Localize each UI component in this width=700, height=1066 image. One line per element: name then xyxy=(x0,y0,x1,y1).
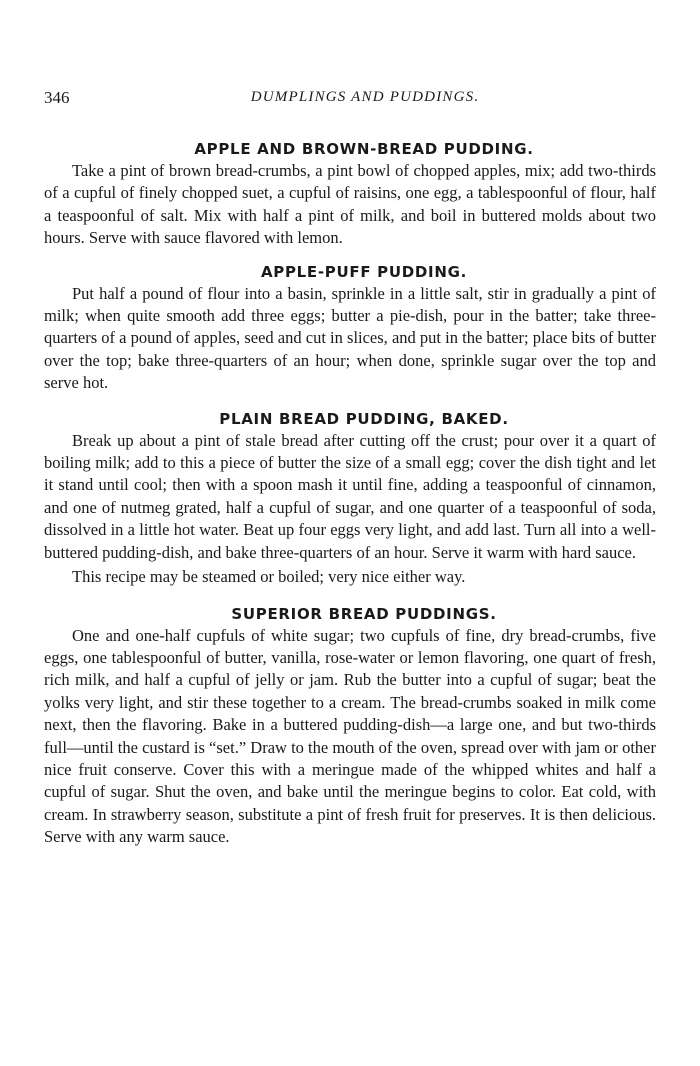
running-head xyxy=(44,88,656,112)
recipe-note: This recipe may be steamed or boiled; very nice either way. xyxy=(72,567,466,587)
recipe-paragraph: Put half a pound of flour into a basin, sprinkle in a little salt, stir in gradually a pint of milk; when quite smooth add three eggs; butter a pie-dish, pour in the batter; take three-quarters of a pound of apples, seed and cut in slices, and put in the batter; place bits of butter over the top; bake three-quarters of an hour; when done, sprinkle sugar over the top and serve hot. xyxy=(44,283,656,393)
page-number: 346 xyxy=(44,88,70,107)
recipe-title: APPLE AND BROWN-BREAD PUDDING. xyxy=(194,140,534,158)
recipe-title: PLAIN BREAD PUDDING, BAKED. xyxy=(219,409,509,428)
recipe-paragraph: One and one-half cupfuls of white sugar; two cupfuls of fine, dry bread-crumbs, five eggs, one tablespoonful of butter, vanilla, rose-water or lemon flavoring, one quart of fresh, rich milk, and half a cupful of jelly or jam. Rub the butter into a cupful of sugar; beat the yolks very light, and stir these together to a cream. The bread-crumbs soaked in milk come next, then the flavoring. Bake in a buttered pudding-dish—a large one, and but two-thirds full—until the custard is “set.” Draw to the mouth of the oven, spread over with jam or other nice fruit conserve. Cover this with a meringue made of the whipped whites and half a cupful of sugar. Shut the oven, and bake until the meringue begins to color. Eat cold, with cream. In strawberry season, substitute a pint of fresh fruit for preserves. It is then delicious. Serve with any warm sauce. xyxy=(44,625,656,847)
recipe-plain-bread-pudding-baked xyxy=(44,408,656,589)
recipe-paragraph: Break up about a pint of stale bread after cutting off the crust; pour over it a quart of boiling milk; add to this a piece of butter the size of a small egg; cover the dish tight and let it stand until cool; then with a spoon mash it until fine, adding a teaspoonful of cinnamon, and one of nutmeg grated, half a cupful of sugar, and one quarter of a teaspoonful of soda, dissolved in a little hot water. Beat up four eggs very light, and add last. Turn all into a well-buttered pudding-dish, and bake three-quarters of an hour. Serve it warm with hard sauce. xyxy=(44,430,656,562)
recipe-apple-brown-bread-pudding xyxy=(44,138,656,250)
recipe-apple-puff-pudding xyxy=(44,261,656,395)
recipe-paragraph: Take a pint of brown bread-crumbs, a pint bowl of chopped apples, mix; add two-thirds of a cupful of finely chopped suet, a cupful of raisins, one egg, a tablespoonful of flour, half a teaspoonful of salt. Mix with half a pint of milk, and boil in buttered molds about two hours. Serve with sauce flavored with lemon. xyxy=(44,161,656,248)
recipe-superior-bread-puddings xyxy=(44,603,656,849)
book-page xyxy=(44,88,656,849)
recipe-title: APPLE-PUFF PUDDING. xyxy=(260,262,468,281)
recipe-title: SUPERIOR BREAD PUDDINGS. xyxy=(231,604,497,623)
running-title: DUMPLINGS AND PUDDINGS. xyxy=(250,89,480,105)
